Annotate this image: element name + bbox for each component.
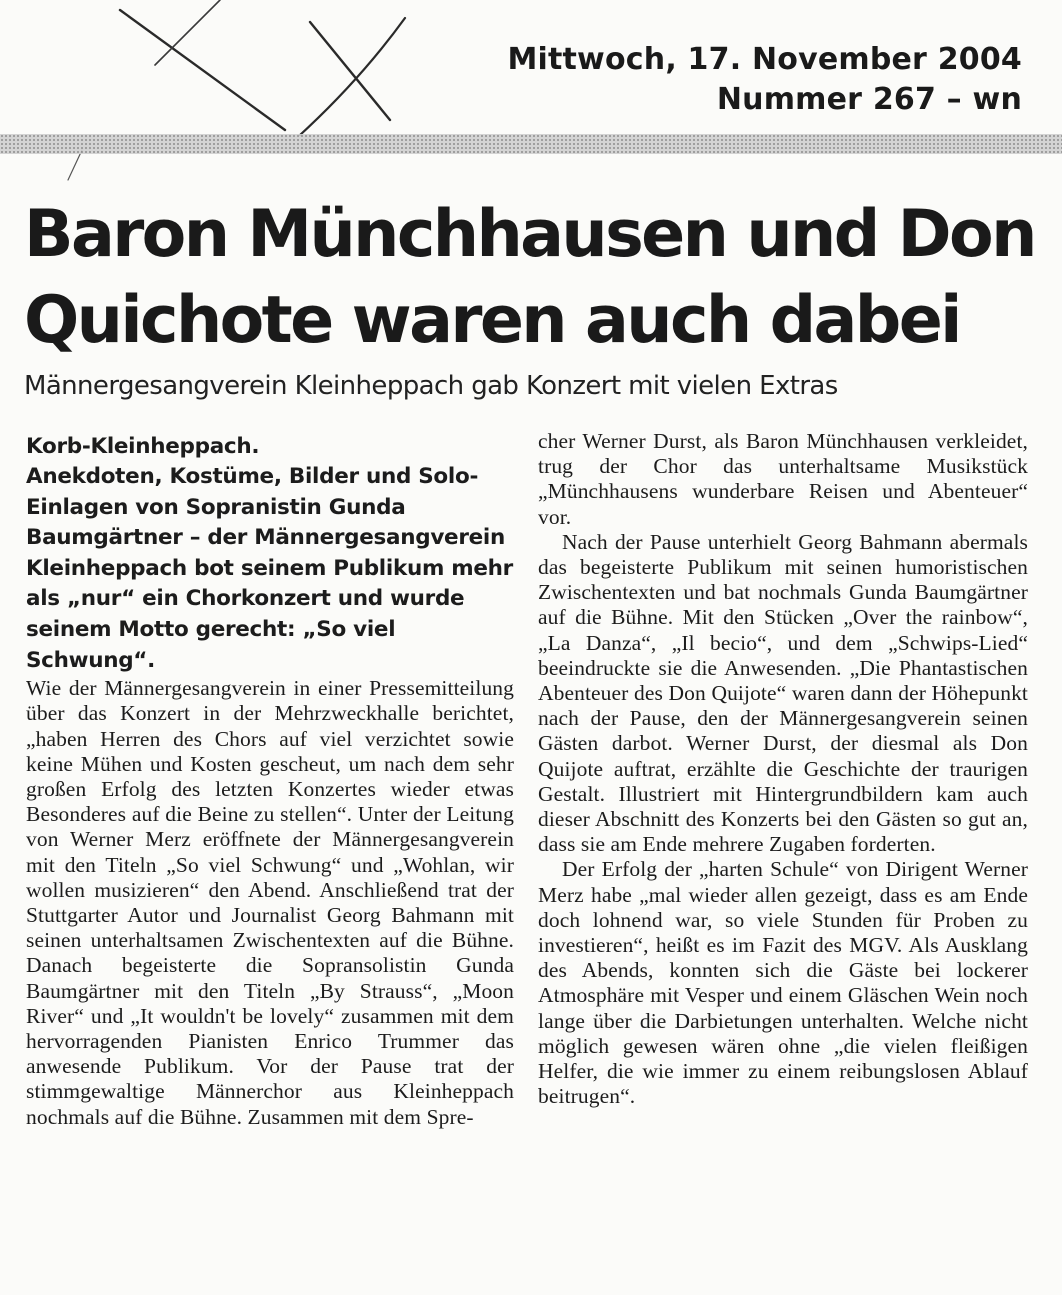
issue-date: Mittwoch, 17. November 2004 <box>507 42 1022 77</box>
body-paragraph-3: Der Erfolg der „harten Schule“ von Dirigent Werner Merz habe „mal wieder allen gezeigt, dass es am Ende doch lohnend war, so viele Stunden für Proben zu investieren“, heißt es im Fazit des MGV. Als Ausklang des Abends, konnten sich die Gäste bei lockerer Atmosphäre mit Vesper und einem Gläschen Wein noch lange über die Darbietungen unterhalten. Welche nicht möglich gewesen wären ohne „die vielen fleißigen Helfer, die wie immer zu einem reibungslosen Ablauf beitrugen“. <box>538 857 1028 1109</box>
article-subtitle: Männergesangverein Kleinheppach gab Konzert mit vielen Extras <box>24 371 838 401</box>
column-left <box>26 432 514 1130</box>
handwritten-cross-marks <box>60 0 440 190</box>
article-headline: Baron Münchhausen und Don Quichote waren auch dabei <box>24 197 1035 358</box>
issue-number: Nummer 267 – wn <box>716 82 1022 117</box>
lead-paragraph: Anekdoten, Kostüme, Bilder und Solo-Einlagen von Sopranistin Gunda Baumgärtner – der Männergesangverein Kleinheppach bot seinem Publikum mehr als „nur“ ein Chorkonzert und wurde seinem Motto gerecht: „So viel Schwung“. <box>26 464 513 673</box>
body-paragraph-2: Nach der Pause unterhielt Georg Bahmann abermals das begeisterte Publikum mit seinen humoristischen Zwischentexten und bat nochmals Gunda Baumgärtner auf die Bühne. Mit den Stücken „Over the rainbow“, „La Danza“, „Il becio“, und dem „Schwips-Lied“ beeindruckte sie die Anwesenden. „Die Phantastischen Abenteuer des Don Quijote“ waren dann der Höhepunkt nach der Pause, den der Männergesangverein seinen Gästen darbot. Werner Durst, der diesmal als Don Quijote auftrat, erzählte die Geschichte der traurigen Gestalt. Illustriert mit Hintergrundbildern kam auch dieser Abschnitt des Konzerts bei den Gästen so gut an, dass sie am Ende mehrere Zugaben forderten. <box>538 529 1028 857</box>
body-paragraph-1: Wie der Männergesangverein in einer Pressemitteilung über das Konzert in der Mehrzweckhalle berichtet, „haben Herren des Chors auf viel verzichtet sowie keine Mühen und Kosten gescheut, um nach dem sehr großen Erfolg des letzten Konzertes wieder etwas Besonderes auf die Beine zu stellen“. Unter der Leitung von Werner Merz eröffnete der Männergesangverein mit den Titeln „So viel Schwung“ und „Wohlan, wir wollen musizieren“ den Abend. Anschließend trat der Stuttgarter Autor und Journalist Georg Bahmann mit seinen unterhaltsamen Zwischentexten auf die Bühne. Danach begeisterte die Sopransolistin Gunda Baumgärtner mit den Titeln „By Strauss“, „Moon River“ und „It wouldn't be lovely“ zusammen mit dem hervorragenden Pianisten Enrico Trummer das anwesende Publikum. Vor der Pause trat der stimmgewaltige Männerchor aus Kleinheppach nochmals auf die Bühne. Zusammen mit dem Spre- <box>26 676 514 1129</box>
body-paragraph-1-continued: cher Werner Durst, als Baron Münchhausen verkleidet, trug der Chor das unterhaltsame Musikstück „Münchhausens wunderbare Reisen und Abenteuer“ vor. <box>538 429 1028 529</box>
lead-location: Korb-Kleinheppach. <box>26 434 260 459</box>
dateline <box>507 40 1022 120</box>
column-right <box>538 429 1028 1109</box>
header-rule <box>0 134 1062 154</box>
